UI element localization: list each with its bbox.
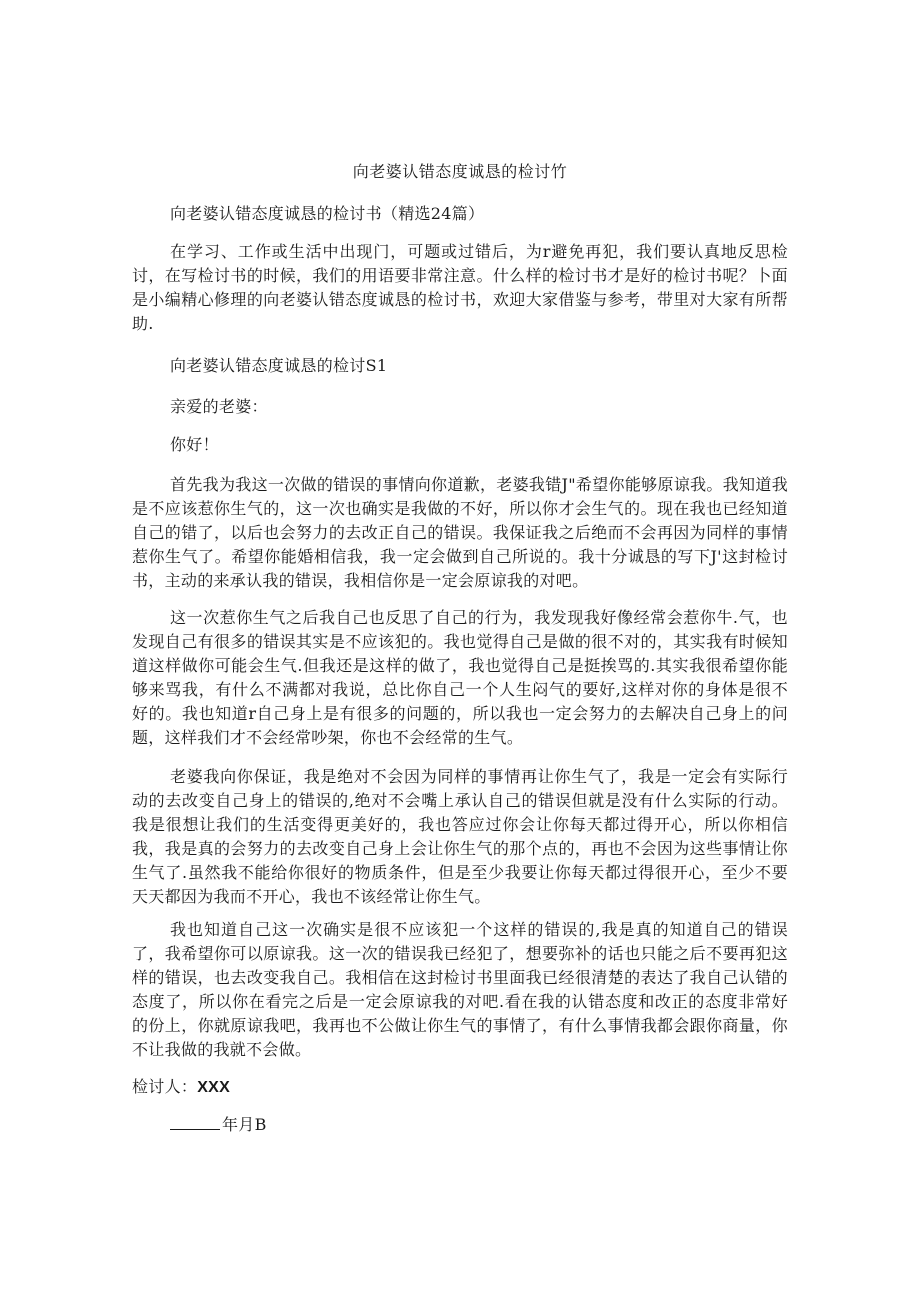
document-title: 向老婆认错态度诚恳的检讨竹 xyxy=(352,162,568,181)
greeting: 你好！ xyxy=(170,435,219,454)
date-blank xyxy=(170,1115,220,1130)
signer-label: 检讨人： xyxy=(132,1077,198,1096)
body-paragraph-2: 这一次惹你生气之后我自己也反思了自己的行为，我发现我好像经常会惹你牛.气，也发现自己有很多的错误其实是不应该犯的。我也觉得自己是做的很不对的，其实我有时候知道这样做你可能会生气.但我还是这样的做了，我也觉得自己是挺挨骂的.其实我很希望你能够来骂我，有什么不满都对我说，总比你自己一个人生闷气的要好,这样对你的身体是很不好的。我也知道r自己身上是有很多的问题的，所以我也一定会努力的去解决自己身上的问题，这样我们才不会经常吵架，你也不会经常的生气。 xyxy=(132,608,788,747)
section-heading: 向老婆认错态度诚恳的检讨S1 xyxy=(170,356,388,375)
date-line xyxy=(132,1113,826,1137)
body-paragraph-4: 我也知道自己这一次确实是很不应该犯一个这样的错误的,我是真的知道自己的错误了，我希望你可以原谅我。这一次的错误我已经犯了，想要弥补的话也只能之后不要再犯这样的错误，也去改变我自己。我相信在这封检讨书里面我已经很清楚的表达了我自己认错的态度了，所以你在看完之后是一定会原谅我的对吧.看在我的认错态度和改正的态度非常好的份上，你就原谅我吧，我再也不公做让你生气的事情了，有什么事情我都会跟你商量，你不让我做的我就不会做。 xyxy=(132,920,788,1059)
intro-paragraph: 在学习、工作或生活中出现门，可题或过错后，为r避免再犯，我们要认真地反思检讨，在写检讨书的时候，我们的用语要非常注意。什么样的检讨书才是好的检讨书呢？卜面是小编精心修理的向老婆认错态度诚恳的检讨书，欢迎大家借鉴与参考，带里对大家有所帮助. xyxy=(132,242,788,333)
signer-name: XXX xyxy=(197,1079,231,1096)
body-paragraph-1: 首先我为我这一次做的错误的事情向你道歉，老婆我错J"希望你能够原谅我。我知道我是不应该惹你生气的，这一次也确实是我做的不好，所以你才会生气的。现在我也已经知道自己的错了，以后也会努力的去改正自己的错误。我保证我之后绝而不会再因为同样的事情惹你生气了。希望你能婚相信我，我一定会做到自己所说的。我十分诚恳的写下J'这封检讨书，主动的来承认我的错误，我相信你是一定会原谅我的对吧。 xyxy=(132,475,788,590)
salutation: 亲爱的老婆： xyxy=(170,397,268,416)
signer-line xyxy=(132,1075,788,1100)
document-subtitle: 向老婆认错态度诚恳的检讨书（精选24篇） xyxy=(170,204,485,223)
body-paragraph-3: 老婆我向你保证，我是绝对不会因为同样的事情再让你生气了，我是一定会有实际行动的去改变自己身上的错误的,绝对不会嘴上承认自己的错误但就是没有什么实际的行动。我是很想让我们的生活变得更美好的，我也答应过你会让你每天都过得开心，所以你相信我，我是真的会努力的去改变自己身上会让你生气的那个点的，再也不会因为这些事情让你生气了.虽然我不能给你很好的物质条件，但是至少我要让你每天都过得很开心，至少不要天天都因为我而不开心，我也不该经常让你生气。 xyxy=(132,767,788,906)
date-text: 年月B xyxy=(222,1115,267,1134)
